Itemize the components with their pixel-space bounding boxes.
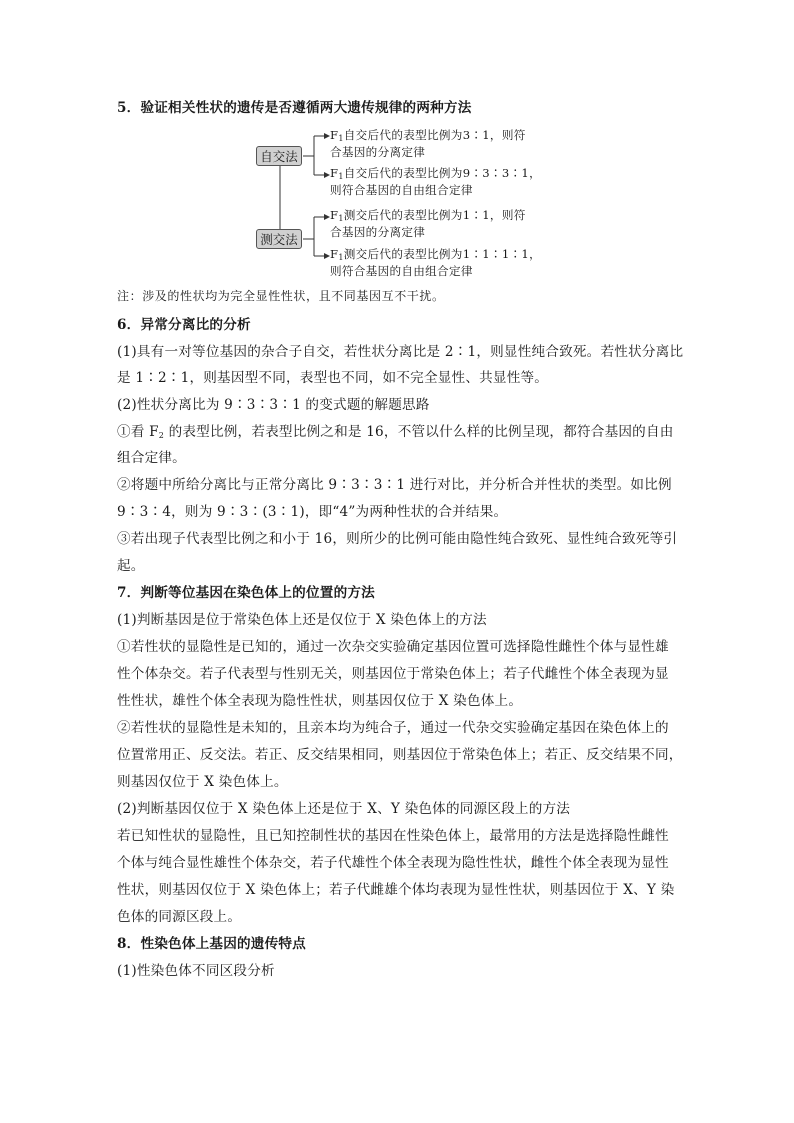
- section7-c-line1: 若已知性状的显隐性，且已知控制性状的基因在性染色体上，最常用的方法是选择隐性雌性: [117, 828, 669, 844]
- selfing-method-box: 自交法: [256, 146, 302, 166]
- section7-heading: 7．判断等位基因在染色体上的位置的方法: [117, 585, 375, 601]
- section7-c-line4: 色体的同源区段上。: [117, 909, 242, 925]
- section7-a-line2: 性个体杂交。若子代表型与性别无关，则基因位于常染色体上；若子代雌性个体全表现为显: [117, 666, 669, 682]
- section6-p1-line1: (1)具有一对等位基因的杂合子自交，若性状分离比是 2∶1，则显性纯合致死。若性状分离比: [117, 344, 684, 360]
- section6-p3-line1: ①看 $F_2$ 的表型比例，若表型比例之和是 16，不管以什么样的比例呈现，都符合基因的自由: [117, 424, 674, 440]
- section6-p5-line2: 起。: [117, 558, 145, 574]
- branch-testcross-1111-line1: $F_1$测交后代的表型比例为1∶1∶1∶1，: [330, 247, 541, 262]
- section5-heading: 5．验证相关性状的遗传是否遵循两大遗传规律的两种方法: [117, 100, 472, 116]
- section7-c-line3: 性状，则基因仅位于 X 染色体上；若子代雌雄个体均表现为显性性状，则基因位于 X、Y 染: [117, 882, 675, 898]
- section6-p1-line2: 是 1∶2∶1，则基因型不同，表型也不同，如不完全显性、共显性等。: [117, 370, 549, 386]
- section7-s1: (1)判断基因是位于常染色体上还是仅位于 X 染色体上的方法: [117, 612, 487, 628]
- branch-testcross-1111-line2: 则符合基因的自由组合定律: [330, 264, 473, 278]
- section6-p4-line1: ②将题中所给分离比与正常分离比 9∶3∶3∶1 进行对比，并分析合并性状的类型。如比例: [117, 477, 672, 493]
- section6-p3-line2: 组合定律。: [117, 450, 186, 466]
- branch-selfing-3-1-line2: 合基因的分离定律: [330, 145, 426, 159]
- section7-s2: (2)判断基因仅位于 X 染色体上还是位于 X、Y 染色体的同源区段上的方法: [117, 801, 571, 817]
- section5-note: 注：涉及的性状均为完全显性性状，且不同基因互不干扰。: [117, 289, 445, 303]
- section8-s1: (1)性染色体不同区段分析: [117, 963, 275, 979]
- section6-p5-line1: ③若出现子代表型比例之和小于 16，则所少的比例可能由隐性纯合致死、显性纯合致死等引: [117, 531, 678, 547]
- branch-selfing-9331-line2: 则符合基因的自由组合定律: [330, 183, 473, 197]
- section7-b-line3: 则基因仅位于 X 染色体上。: [117, 774, 288, 790]
- testcross-method-box: 测交法: [256, 229, 302, 249]
- section8-heading: 8．性染色体上基因的遗传特点: [117, 936, 306, 952]
- section7-c-line2: 个体与纯合显性雄性个体杂交，若子代雄性个体全表现为隐性性状，雌性个体全表现为显性: [117, 855, 669, 871]
- branch-selfing-3-1-line1: $F_1$自交后代的表型比例为3∶1，则符: [330, 128, 526, 143]
- branch-selfing-9331-line1: $F_1$自交后代的表型比例为9∶3∶3∶1，: [330, 166, 541, 181]
- section6-p4-line2: 9∶3∶4，则为 9∶3∶(3∶1)，即“4”为两种性状的合并结果。: [117, 504, 508, 520]
- section7-a-line3: 性性状，雄性个体全表现为隐性性状，则基因仅位于 X 染色体上。: [117, 693, 523, 709]
- section7-b-line1: ②若性状的显隐性是未知的，且亲本均为纯合子，通过一代杂交实验确定基因在染色体上的: [117, 720, 669, 736]
- section7-b-line2: 位置常用正、反交法。若正、反交结果相同，则基因位于常染色体上；若正、反交结果不同，: [117, 747, 683, 763]
- section6-p2: (2)性状分离比为 9∶3∶3∶1 的变式题的解题思路: [117, 397, 430, 413]
- branch-testcross-1-1-line2: 合基因的分离定律: [330, 225, 426, 239]
- section7-a-line1: ①若性状的显隐性是已知的，通过一次杂交实验确定基因位置可选择隐性雌性个体与显性雄: [117, 639, 669, 655]
- section6-heading: 6．异常分离比的分析: [117, 317, 251, 333]
- branch-testcross-1-1-line1: $F_1$测交后代的表型比例为1∶1，则符: [330, 208, 526, 223]
